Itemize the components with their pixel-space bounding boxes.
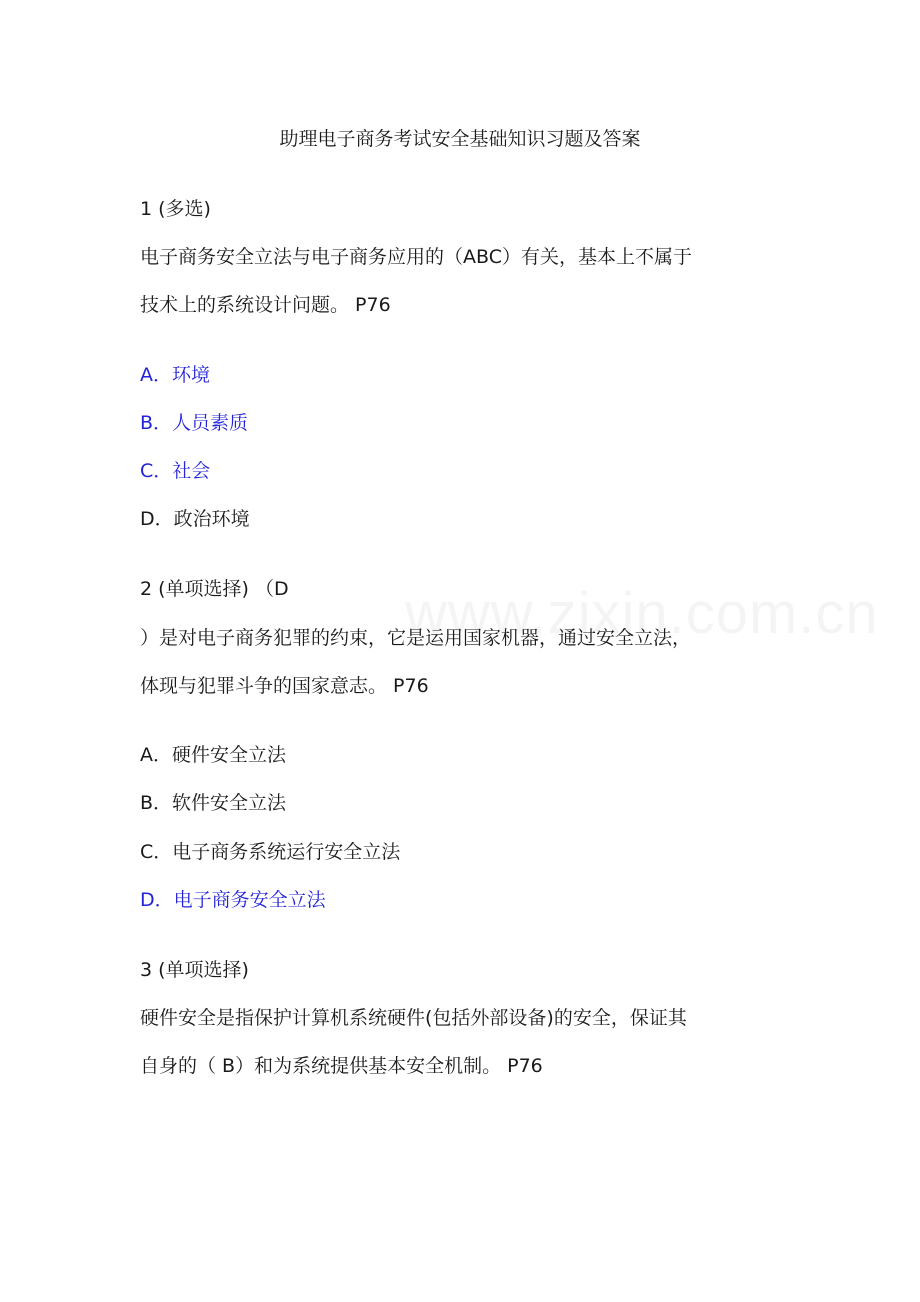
question-1-text-line: 电子商务安全立法与电子商务应用的（ABC）有关，基本上不属于 [140, 246, 692, 268]
question-2-text-line: 体现与犯罪斗争的国家意志。 P76 [140, 675, 429, 697]
question-2-option-b: B．软件安全立法 [140, 792, 287, 814]
question-1-text-line: 技术上的系统设计问题。 P76 [140, 294, 391, 316]
question-1-option-b: B．人员素质 [140, 412, 249, 434]
question-1-header: 1 (多选) [140, 198, 211, 220]
document-title: 助理电子商务考试安全基础知识习题及答案 [279, 128, 641, 150]
question-2-text-line: ）是对电子商务犯罪的约束，它是运用国家机器，通过安全立法， [140, 627, 692, 649]
question-2-option-d: D．电子商务安全立法 [140, 889, 326, 911]
question-3-header: 3 (单项选择) [140, 959, 249, 981]
question-1-option-c: C．社会 [140, 460, 211, 482]
question-2-header: 2 (单项选择) （D [140, 578, 289, 600]
question-1-option-a: A．环境 [140, 364, 210, 386]
question-2-option-c: C．电子商务系统运行安全立法 [140, 841, 401, 863]
question-2-option-a: A．硬件安全立法 [140, 744, 286, 766]
question-1-option-d: D．政治环境 [140, 508, 250, 530]
question-3-text-line: 硬件安全是指保护计算机系统硬件(包括外部设备)的安全，保证其 [140, 1007, 687, 1029]
question-3-text-line: 自身的（ B）和为系统提供基本安全机制。 P76 [140, 1055, 543, 1077]
